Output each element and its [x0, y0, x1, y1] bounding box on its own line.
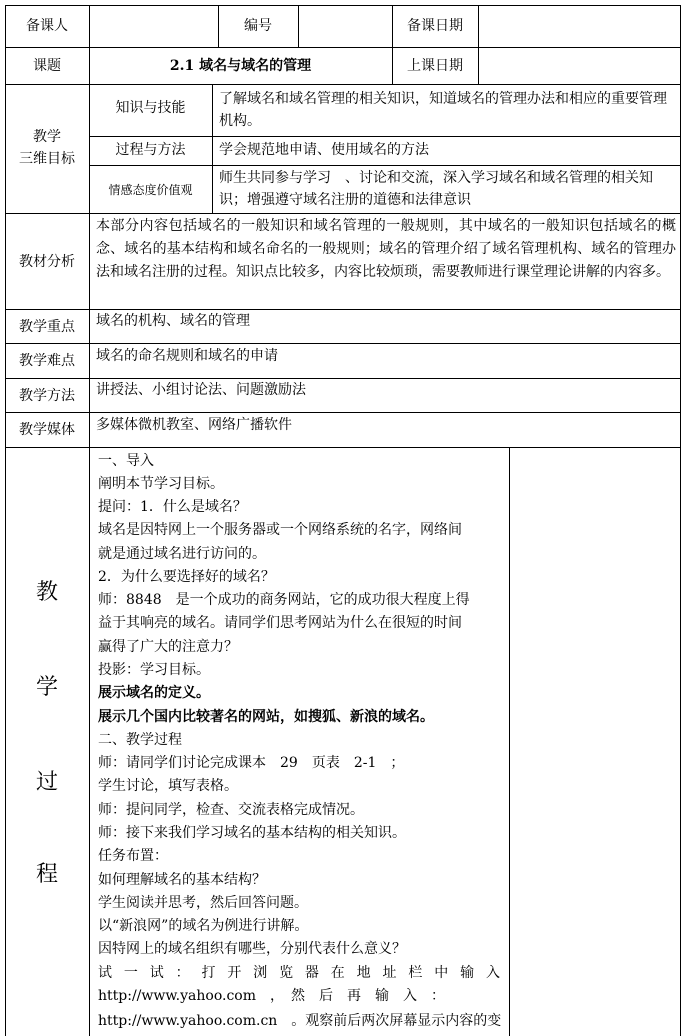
- process-line: 学生讨论，填写表格。: [98, 778, 238, 794]
- objective-text-affective: 师生共同参与学习 、讨论和交流，深入学习域名和域名管理的相关知识；增强遵守域名注册的道德和法律意识: [219, 170, 653, 208]
- process-line: 益于其响亮的域名。请同学们思考网站为什么在很短的时间: [98, 615, 462, 631]
- process-line: 如何理解域名的基本结构？: [98, 872, 266, 888]
- methods-label: 教学方法: [19, 388, 75, 404]
- process-line: 学生阅读并思考，然后回答问题。: [98, 895, 308, 911]
- column-divider: [298, 5, 299, 47]
- process-line: 就是通过域名进行访问的。: [98, 546, 266, 562]
- objective-label-affective: 情感态度价值观: [108, 183, 193, 197]
- analysis-label: 教材分析: [19, 254, 75, 270]
- column-divider: [89, 5, 90, 1036]
- analysis-text: 本部分内容包括域名的一般知识和域名管理的一般规则，其中域名的一般知识包括域名的概念、域名的基本结构和域名命名的一般规则；域名的管理介绍了域名管理机构、域名的管理办法和域名注册的过程。知识点比较多，内容比较烦琐，需要教师进行课堂理论讲解的内容多。: [96, 218, 676, 280]
- process-line: 阐明本节学习目标。: [98, 476, 224, 492]
- process-line: 二、教学过程: [98, 732, 182, 748]
- process-line: 域名是因特网上一个服务器或一个网络系统的名字，网络间: [98, 522, 462, 538]
- row-divider: [5, 412, 681, 413]
- methods-text: 讲授法、小组讨论法、问题激励法: [96, 382, 306, 398]
- objective-text-knowledge: 了解域名和域名管理的相关知识，知道域名的管理办法和相应的重要管理机构。: [219, 91, 667, 129]
- process-line: 2．为什么要选择好的域名？: [98, 569, 275, 585]
- difficulties-label: 教学难点: [19, 353, 75, 369]
- process-line: 提问：1．什么是域名？: [98, 499, 247, 515]
- table-border-top: [5, 5, 681, 6]
- process-line: 任务布置：: [98, 848, 168, 864]
- row-divider: [5, 309, 681, 310]
- process-label-char: 教: [35, 580, 58, 605]
- process-line: 展示几个国内比较著名的网站，如搜狐、新浪的域名。: [98, 709, 434, 725]
- process-label-char: 程: [35, 862, 58, 887]
- objectives-label-line1: 教学: [33, 129, 61, 145]
- column-divider: [212, 84, 213, 213]
- column-divider: [478, 5, 479, 84]
- media-text: 多媒体微机教室、网络广播软件: [96, 417, 292, 433]
- row-divider: [89, 136, 681, 137]
- row-divider: [5, 447, 681, 448]
- objective-label-knowledge: 知识与技能: [115, 100, 186, 116]
- preparer-label: 备课人: [26, 18, 68, 34]
- process-line: 师：接下来我们学习域名的基本结构的相关知识。: [98, 825, 406, 841]
- process-line: 以“新浪网”的域名为例进行讲解。: [98, 918, 309, 934]
- objectives-label-line2: 三维目标: [19, 151, 75, 167]
- process-line: 一、导入: [98, 453, 154, 469]
- column-divider: [509, 447, 510, 1036]
- process-label-char: 过: [35, 770, 58, 795]
- topic-label: 课题: [33, 58, 61, 74]
- process-line: 师：8848 是一个成功的商务网站，它的成功很大程度上得: [98, 592, 470, 608]
- row-divider: [5, 378, 681, 379]
- page-title: 2.1 域名与域名的管理: [169, 58, 312, 74]
- table-border-right: [680, 5, 681, 1036]
- process-line: 投影：学习目标。: [98, 662, 210, 678]
- process-line: 因特网上的域名组织有哪些，分别代表什么意义？: [98, 941, 406, 957]
- process-line: 师：提问同学，检查、交流表格完成情况。: [98, 802, 364, 818]
- process-line: 赢得了广大的注意力？: [98, 639, 238, 655]
- row-divider: [5, 84, 681, 85]
- objective-label-process: 过程与方法: [115, 142, 186, 158]
- process-line: 展示域名的定义。: [98, 685, 210, 701]
- process-line: http://www.yahoo.com ， 然 后 再 输 入 ：: [98, 988, 445, 1004]
- row-divider: [5, 47, 681, 48]
- objective-text-process: 学会规范地申请、使用域名的方法: [219, 142, 429, 158]
- process-line: 师：请同学们讨论完成课本 29 页表 2-1 ；: [98, 755, 405, 771]
- row-divider: [89, 165, 681, 166]
- prep-date-label: 备课日期: [407, 18, 463, 34]
- process-line: http://www.yahoo.com.cn 。观察前后两次屏幕显示内容的变: [98, 1013, 502, 1029]
- media-label: 教学媒体: [19, 422, 75, 438]
- row-divider: [5, 213, 681, 214]
- process-line: 试一试：打开浏览器在地址栏中输入: [98, 965, 500, 981]
- row-divider: [5, 343, 681, 344]
- key-points-text: 域名的机构、域名的管理: [96, 313, 250, 329]
- class-date-label: 上课日期: [407, 58, 463, 74]
- key-points-label: 教学重点: [19, 319, 75, 335]
- difficulties-text: 域名的命名规则和域名的申请: [96, 348, 278, 364]
- number-label: 编号: [244, 18, 272, 34]
- process-label-char: 学: [35, 675, 58, 700]
